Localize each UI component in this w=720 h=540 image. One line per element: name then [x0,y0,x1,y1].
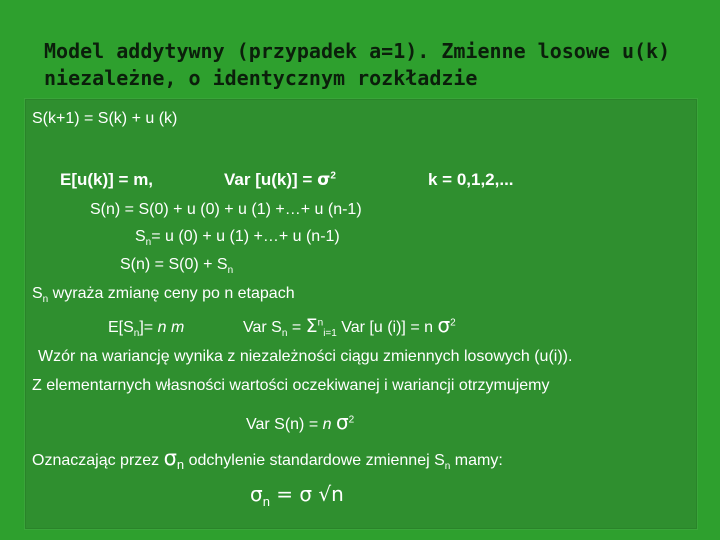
squared-exponent: 2 [330,170,336,182]
sn-meaning-line [32,285,295,305]
varsn-squared: 2 [450,317,456,329]
sn-meaning-text: wyraża zmianę ceny po n etapach [48,285,295,302]
denote-suffix: mamy: [450,452,503,469]
sn-full-line: S(n) = S(0) + u (0) + u (1) +…+ u (n-1) [90,201,362,218]
vars-text: Var S(n) = [246,416,323,433]
final-formula [250,482,344,509]
vars-sigma: σ [335,410,349,434]
sum-sign: Σ [305,315,318,337]
final-subscript: n [262,494,270,509]
k-range: k = 0,1,2,... [428,170,514,189]
sum-bottom: i=1 [323,328,337,340]
denote-subscript: n [444,461,451,473]
variance-line [224,170,336,190]
expectation-line: E[u(k)] = m, [60,170,154,189]
sn-s: S [135,228,146,245]
varsn-var: Var S [243,319,282,336]
sn-meaning-subscript: n [42,294,49,306]
sn-relation-text: S(n) = S(0) + S [120,256,228,273]
sn-meaning-s: S [32,285,43,302]
esn-value: n m [157,319,185,336]
denote-sigma-subscript: n [176,457,185,473]
sum-top: n [317,317,324,329]
esn-open: E[S [108,319,134,336]
denote-prefix: Oznaczając przez [32,452,164,469]
varsn-eq: = [287,319,306,336]
note-independence: Wzór na wariancję wynika z niezależności ciągu zmiennych losowych (u(i)). [38,348,573,365]
vars-n: n [322,416,332,433]
esn-subscript: n [133,328,140,340]
sigma-symbol: σ [317,170,331,190]
sn-relation-subscript: n [227,265,234,277]
final-rhs: = σ √n [269,482,344,506]
var-sn-result [246,410,354,434]
varsn-subscript: n [281,328,288,340]
variance-sn-line [243,313,456,339]
varsn-sigma: σ [437,313,451,337]
denote-middle: odchylenie standardowe zmiennej S [184,452,445,469]
note-properties: Z elementarnych własności wartości oczekiwanej i wariancji otrzymujemy [32,377,550,394]
recursion-line: S(k+1) = S(k) + u (k) [32,110,178,127]
slide-title: Model addytywny (przypadek a=1). Zmienne losowe u(k) niezależne, o identycznym rozkładzie [44,39,671,90]
expectation-sn-line [108,319,184,339]
denote-sigma: σ [163,446,177,470]
denote-line [32,446,503,472]
final-sigma: σ [250,482,263,506]
esn-eq: ]= [139,319,158,336]
sn-sum-line [135,228,340,248]
variance-prefix: Var [u(k)] = [224,170,318,189]
sn-sum-rest: = u (0) + u (1) +…+ u (n-1) [151,228,340,245]
vars-squared: 2 [348,414,355,426]
sn-subscript: n [145,237,152,249]
sn-relation-line [120,256,233,276]
varsn-rest: Var [u (i)] = n [336,319,438,336]
